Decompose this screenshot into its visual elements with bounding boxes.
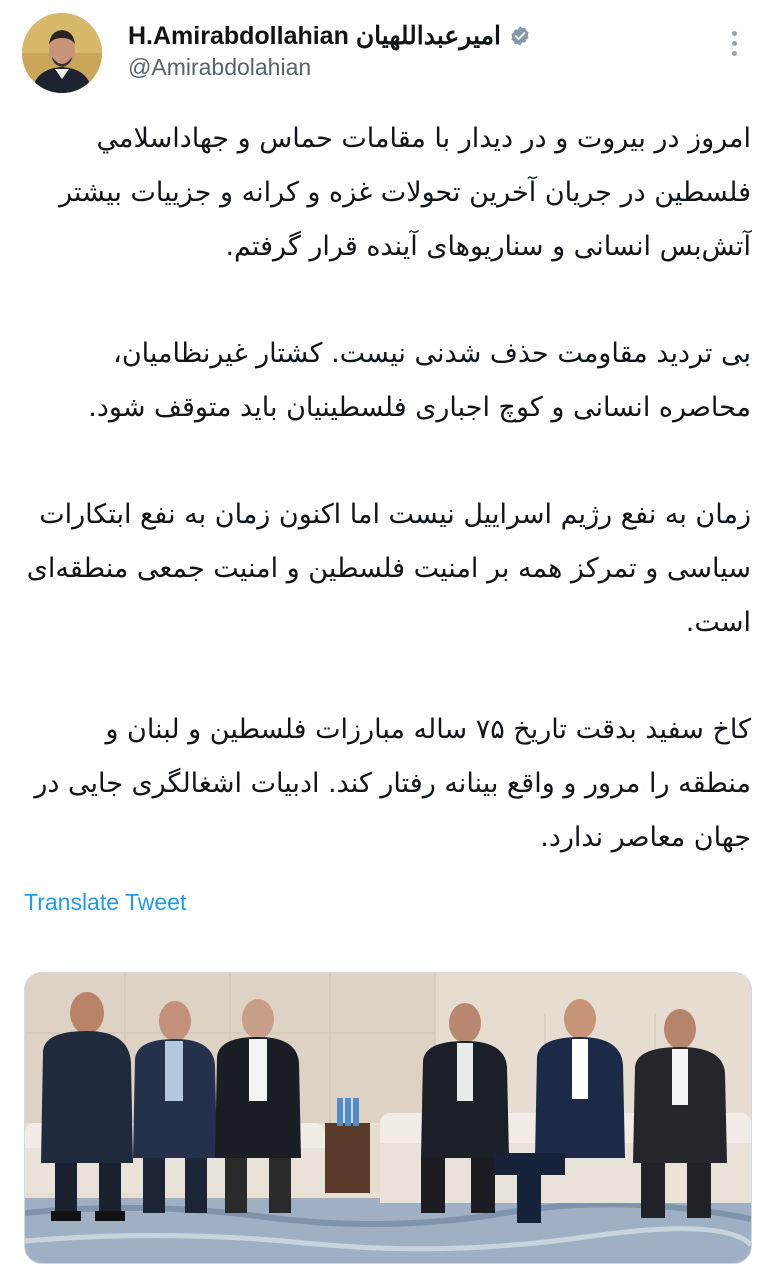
tweet-media-photo[interactable]: [24, 972, 752, 1264]
author-name-row: [128, 18, 531, 54]
author-avatar[interactable]: [22, 13, 102, 93]
more-vertical-icon[interactable]: [722, 28, 746, 64]
author-display-name[interactable]: H.Amirabdollahian امیرعبداللهیان: [128, 22, 501, 50]
author-handle[interactable]: @Amirabdolahian: [128, 54, 312, 80]
profile-photo: [22, 13, 102, 93]
tweet-paragraph-1: امروز در بیروت و در دیدار با مقامات حماس و جهاداسلامي فلسطين در جریان آخرین تحولات غزه و کرانه و جزییات بیشتر آتش‌بس انسانی و سناریوهای آینده قرار گرفتم.: [59, 123, 751, 262]
tweet-paragraph-3: زمان به نفع رژیم اسراییل نیست اما اکنون زمان به نفع ابتکارات سیاسی و تمرکز همه بر امنیت فلسطین و امنیت جمعی منطقه‌ای است.: [26, 499, 751, 638]
tweet-paragraph-4: کاخ سفید بدقت تاریخ ۷۵ ساله مبارزات فلسطین و لبنان و منطقه را مرور و واقع بینانه رفتار کند. ادبیات اشغالگری جایی در جهان معاصر ندارد.: [34, 714, 751, 853]
translate-tweet-link[interactable]: Translate Tweet: [24, 889, 187, 915]
verified-badge-icon: [509, 25, 531, 47]
meeting-photo: [25, 973, 751, 1263]
tweet-header: [0, 0, 773, 100]
tweet-body: [24, 112, 751, 918]
tweet-paragraph-2: بی تردید مقاومت حذف شدنی نیست. کشتار غیرنظامیان، محاصره انسانی و کوچ اجباری فلسطینیان باید متوقف شود.: [88, 338, 751, 423]
